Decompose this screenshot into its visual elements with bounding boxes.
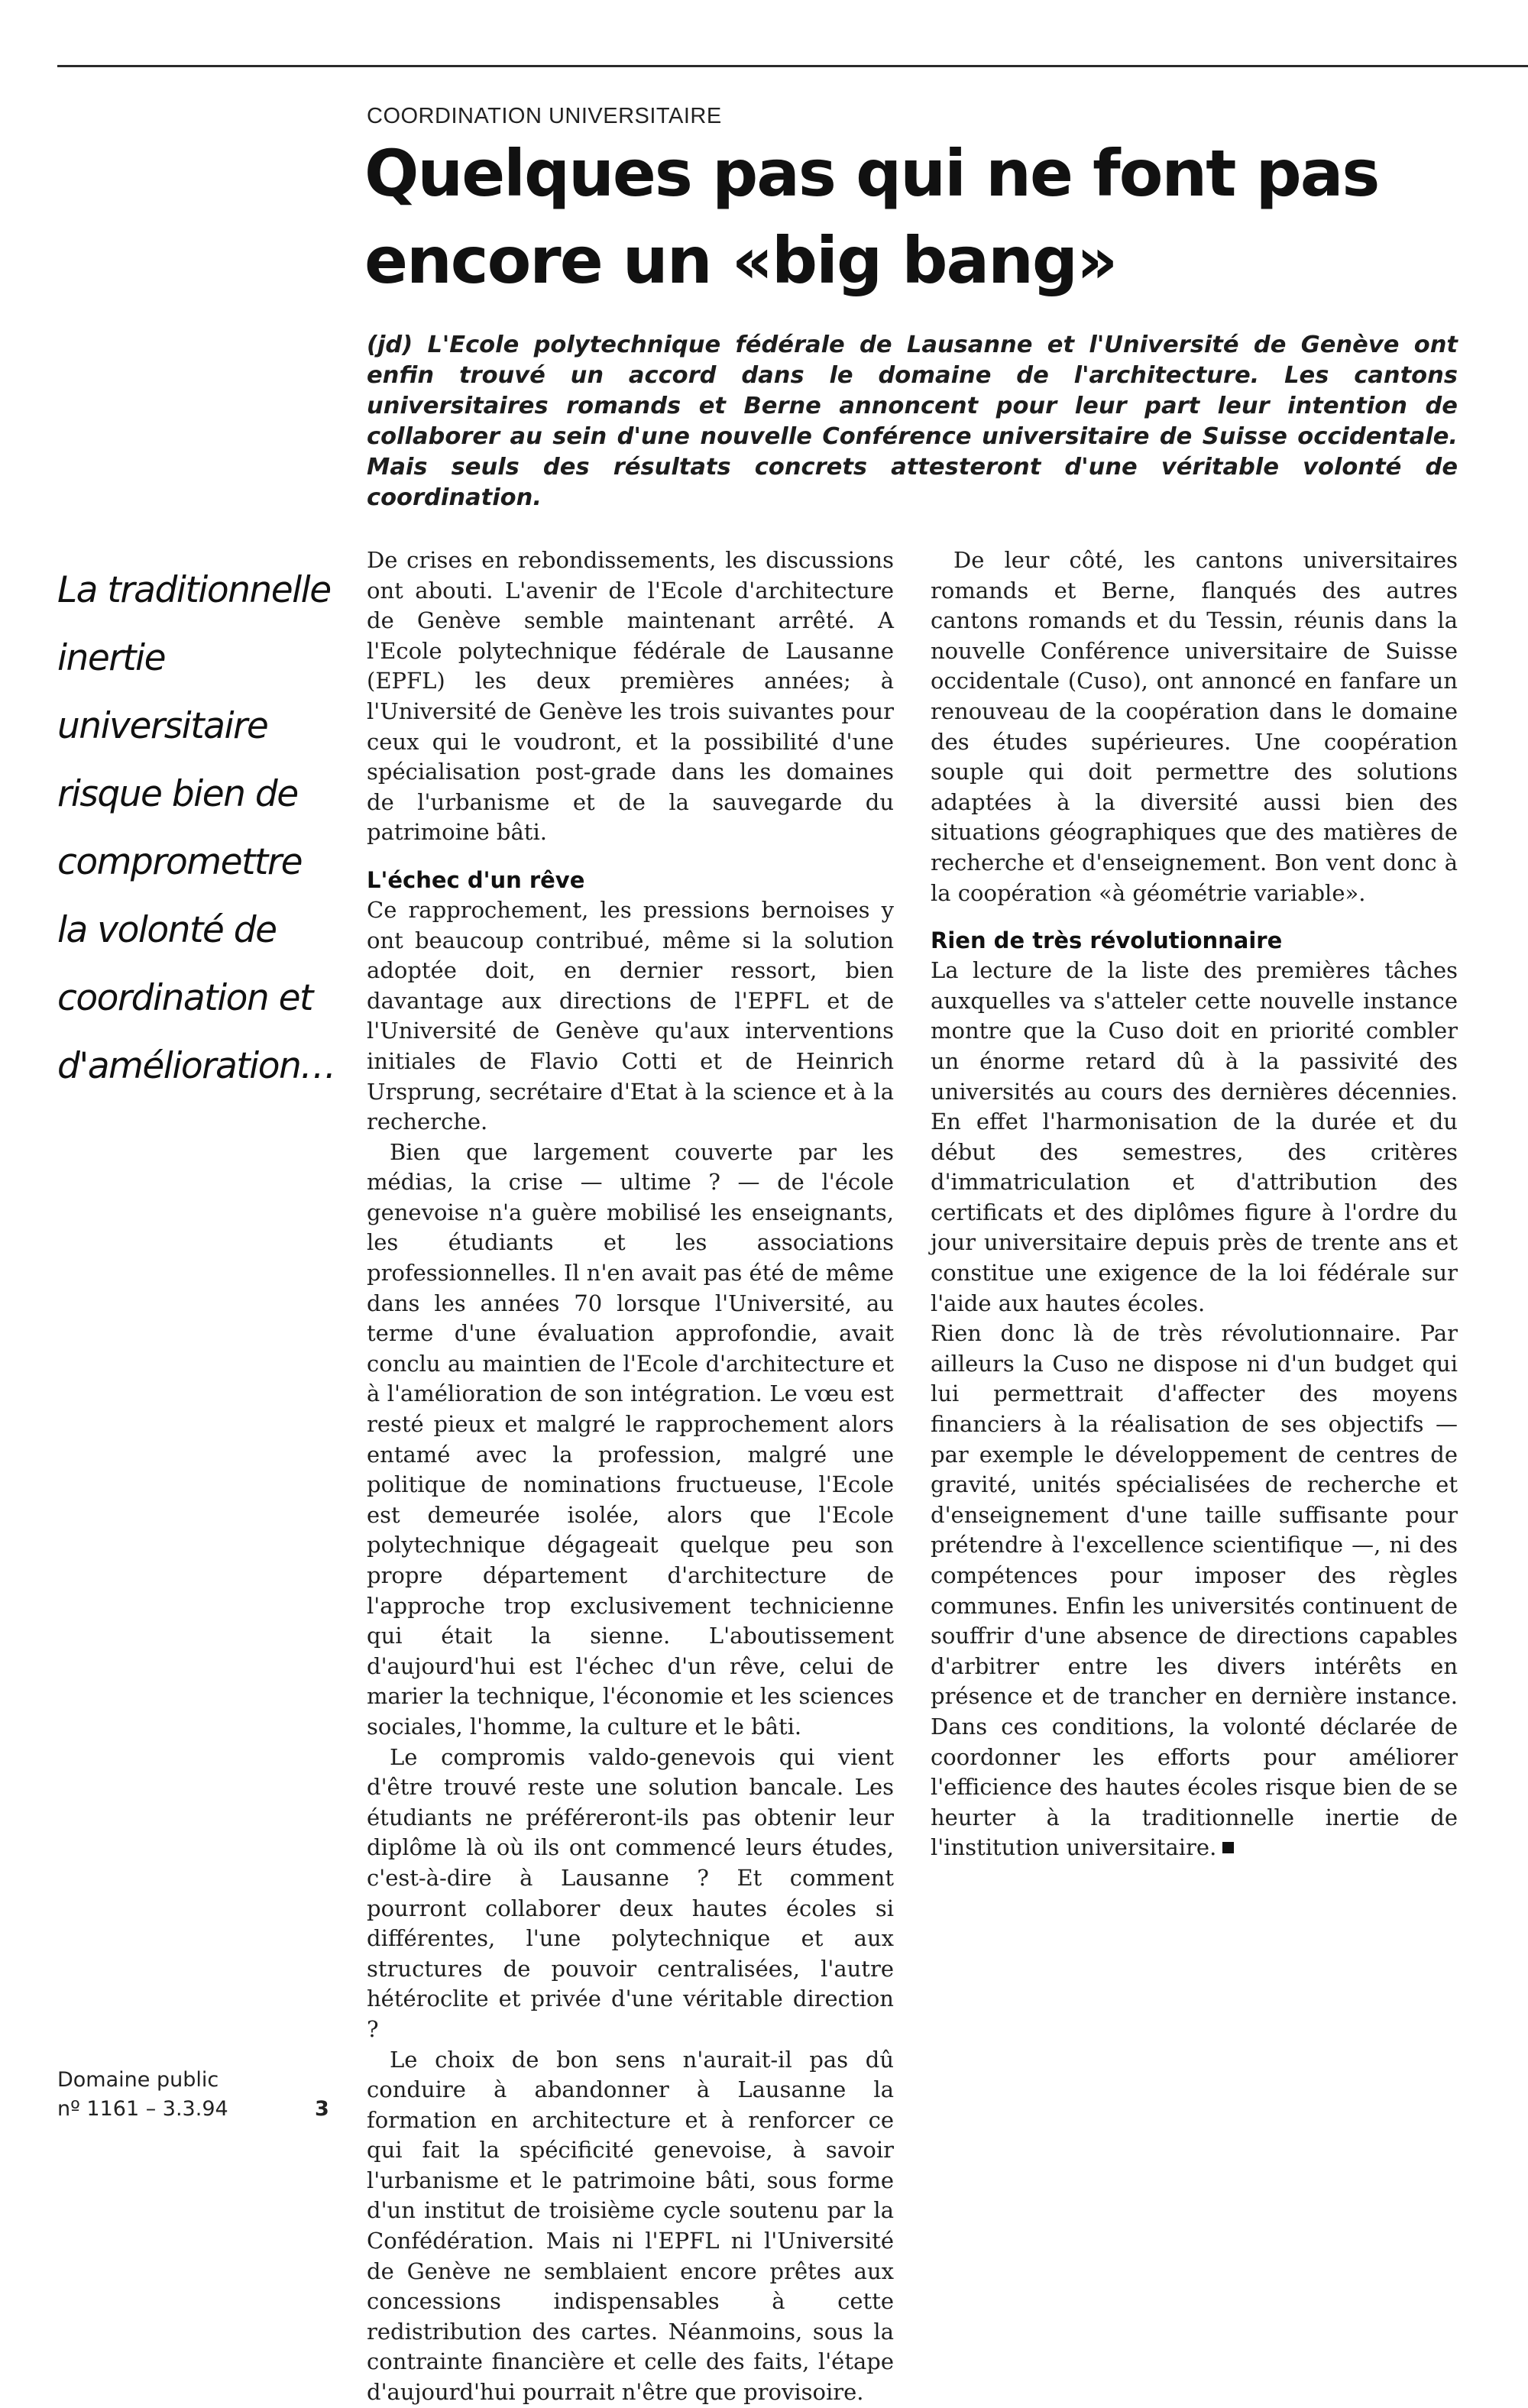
body-paragraph: Le choix de bon sens n'aurait-il pas dû conduire à abandonner à Lausanne la formation en architecture et à renforcer ce qui fait la spécificité genevoise, à savoir l'urbanisme et le patrimoine bâti, sous forme d'un institut de troisième cycle soutenu par la Confédération. Mais ni l'EPFL ni l'Université de Genève ne semblaient encore prêtes aux concessions indispensables à cette redistribution des cartes. Néanmoins, sous la contrainte financière et celle des faits, l'étape d'aujourd'hui pourrait n'être que provisoire. [367, 2046, 894, 2406]
pull-quote: La traditionnelle inertie universitaire risque bien de compromettre la volonté de coordination et d'amélioration… [57, 569, 335, 1087]
standfirst: (jd) L'Ecole polytechnique fédérale de Lausanne et l'Université de Genève ont enfin trouvé un accord dans le domaine de l'architecture. Les cantons universitaires romands et Berne annoncent pour leur part leur intention de collaborer au sein d'une nouvelle Conférence universitaire de Suisse occidentale. Mais seuls des résultats concrets attesteront d'une véritable volonté de coordination. [367, 332, 1458, 511]
body-paragraph: De leur côté, les cantons universitaires romands et Berne, flanqués des autres cantons romands et du Tessin, réunis dans la nouvelle Conférence universitaire de Suisse occidentale (Cuso), ont annoncé en fanfare un renouveau de la coopération dans le domaine des études supérieures. Une coopération souple qui doit permettre des solutions adaptées à la diversité aussi bien des situations géographiques que des matières de recherche et d'enseignement. Bon vent donc à la coopération «à géométrie variable». [931, 547, 1458, 906]
issue-number-date: nº 1161 – 3.3.94 [57, 2097, 228, 2121]
body-paragraph: Le compromis valdo-genevois qui vient d'être trouvé reste une solution bancale. Les étudiants ne préféreront-ils pas obtenir leur diplôme là où ils ont commencé leurs études, c'est-à-dire à Lausanne ? Et comment pourront collaborer deux hautes écoles si différentes, l'une polytechnique et aux structures de pouvoir centralisées, l'autre hétéroclite et privée d'une véritable direction ? [367, 1743, 894, 2042]
section-kicker: COORDINATION UNIVERSITAIRE [367, 104, 722, 128]
page-number: 3 [315, 2097, 329, 2121]
headline-line-1: Quelques pas qui ne font pas [364, 136, 1379, 211]
body-paragraph-final [931, 1319, 1458, 1863]
headline [364, 130, 1472, 304]
headline-line-2: encore un «big bang» [364, 223, 1117, 298]
body-column-1 [367, 545, 894, 2408]
body-paragraph-text: Rien donc là de très révolutionnaire. Par ailleurs la Cuso ne dispose ni d'un budget qui lui permettrait d'affecter des moyens financiers à la réalisation de ses objectifs — par exemple le développement de centres de gravité, unités spécialisées de recherche et d'enseignement d'une taille suffisante pour prétendre à l'excellence scientifique —, ni des compétences pour imposer des règles communes. Enfin les universités continuent de souffrir d'une absence de directions capables d'arbitrer entre les divers intérêts en présence et de trancher en dernière instance. Dans ces conditions, la volonté déclarée de coordonner les efforts pour améliorer l'efficience des hautes écoles risque bien de se heurter à la traditionnelle inertie de l'institution universitaire. [931, 1320, 1458, 1861]
body-paragraph: La lecture de la liste des premières tâches auxquelles va s'atteler cette nouvelle instance montre que la Cuso doit en priorité combler un énorme retard dû à la passivité des universités au cours des dernières décennies. En effet l'harmonisation de la durée et du début des semestres, des critères d'immatriculation et d'attribution des certificats et des diplômes figure à l'ordre du jour universitaire depuis près de trente ans et constitue une exigence de la loi fédérale sur l'aide aux hautes écoles. [931, 957, 1458, 1316]
subheading-echec-dun-reve: L'échec d'un rêve [367, 866, 585, 893]
body-paragraph: Ce rapprochement, les pressions bernoises y ont beaucoup contribué, même si la solution adoptée doit, en dernier ressort, bien davantage aux directions de l'EPFL et de l'Université de Genève qu'aux interventions initiales de Flavio Cotti et de Heinrich Ursprung, secrétaire d'Etat à la science et à la recherche. [367, 896, 894, 1135]
body-paragraph: Bien que largement couverte par les médias, la crise — ultime ? — de l'école genevoise n'a guère mobilisé les enseignants, les étudiants et les associations professionnelles. Il n'en avait pas été de même dans les années 70 lorsque l'Université, au terme d'une évaluation approfondie, avait conclu au maintien de l'Ecole d'architecture et à l'amélioration de son intégration. Le vœu est resté pieux et malgré le rapprochement alors entamé avec la profession, malgré une politique de nominations fructueuse, l'Ecole est demeurée isolée, alors que l'Ecole polytechnique dégageait quelque peu son propre département d'architecture de l'approche trop exclusivement technicienne qui était la sienne. L'aboutissement d'aujourd'hui est l'échec d'un rêve, celui de marier la technique, l'économie et les sciences sociales, l'homme, la culture et le bâti. [367, 1138, 895, 1740]
publication-name: Domaine public [57, 2068, 219, 2092]
subheading-rien-de-tres-revolutionnaire: Rien de très révolutionnaire [931, 927, 1283, 954]
body-column-2 [931, 545, 1458, 1863]
footer-publication [57, 2066, 228, 2124]
top-rule [57, 65, 1528, 67]
end-mark-square-icon [1222, 1842, 1234, 1853]
body-paragraph: De crises en rebondissements, les discussions ont abouti. L'avenir de l'Ecole d'architecture de Genève semble maintenant arrêté. A l'Ecole polytechnique fédérale de Lausanne (EPFL) les deux premières années; à l'Université de Genève les trois suivantes pour ceux qui le voudront, et la possibilité d'une spécialisation post-grade dans les domaines de l'urbanisme et de la sauvegarde du patrimoine bâti. [367, 547, 894, 846]
